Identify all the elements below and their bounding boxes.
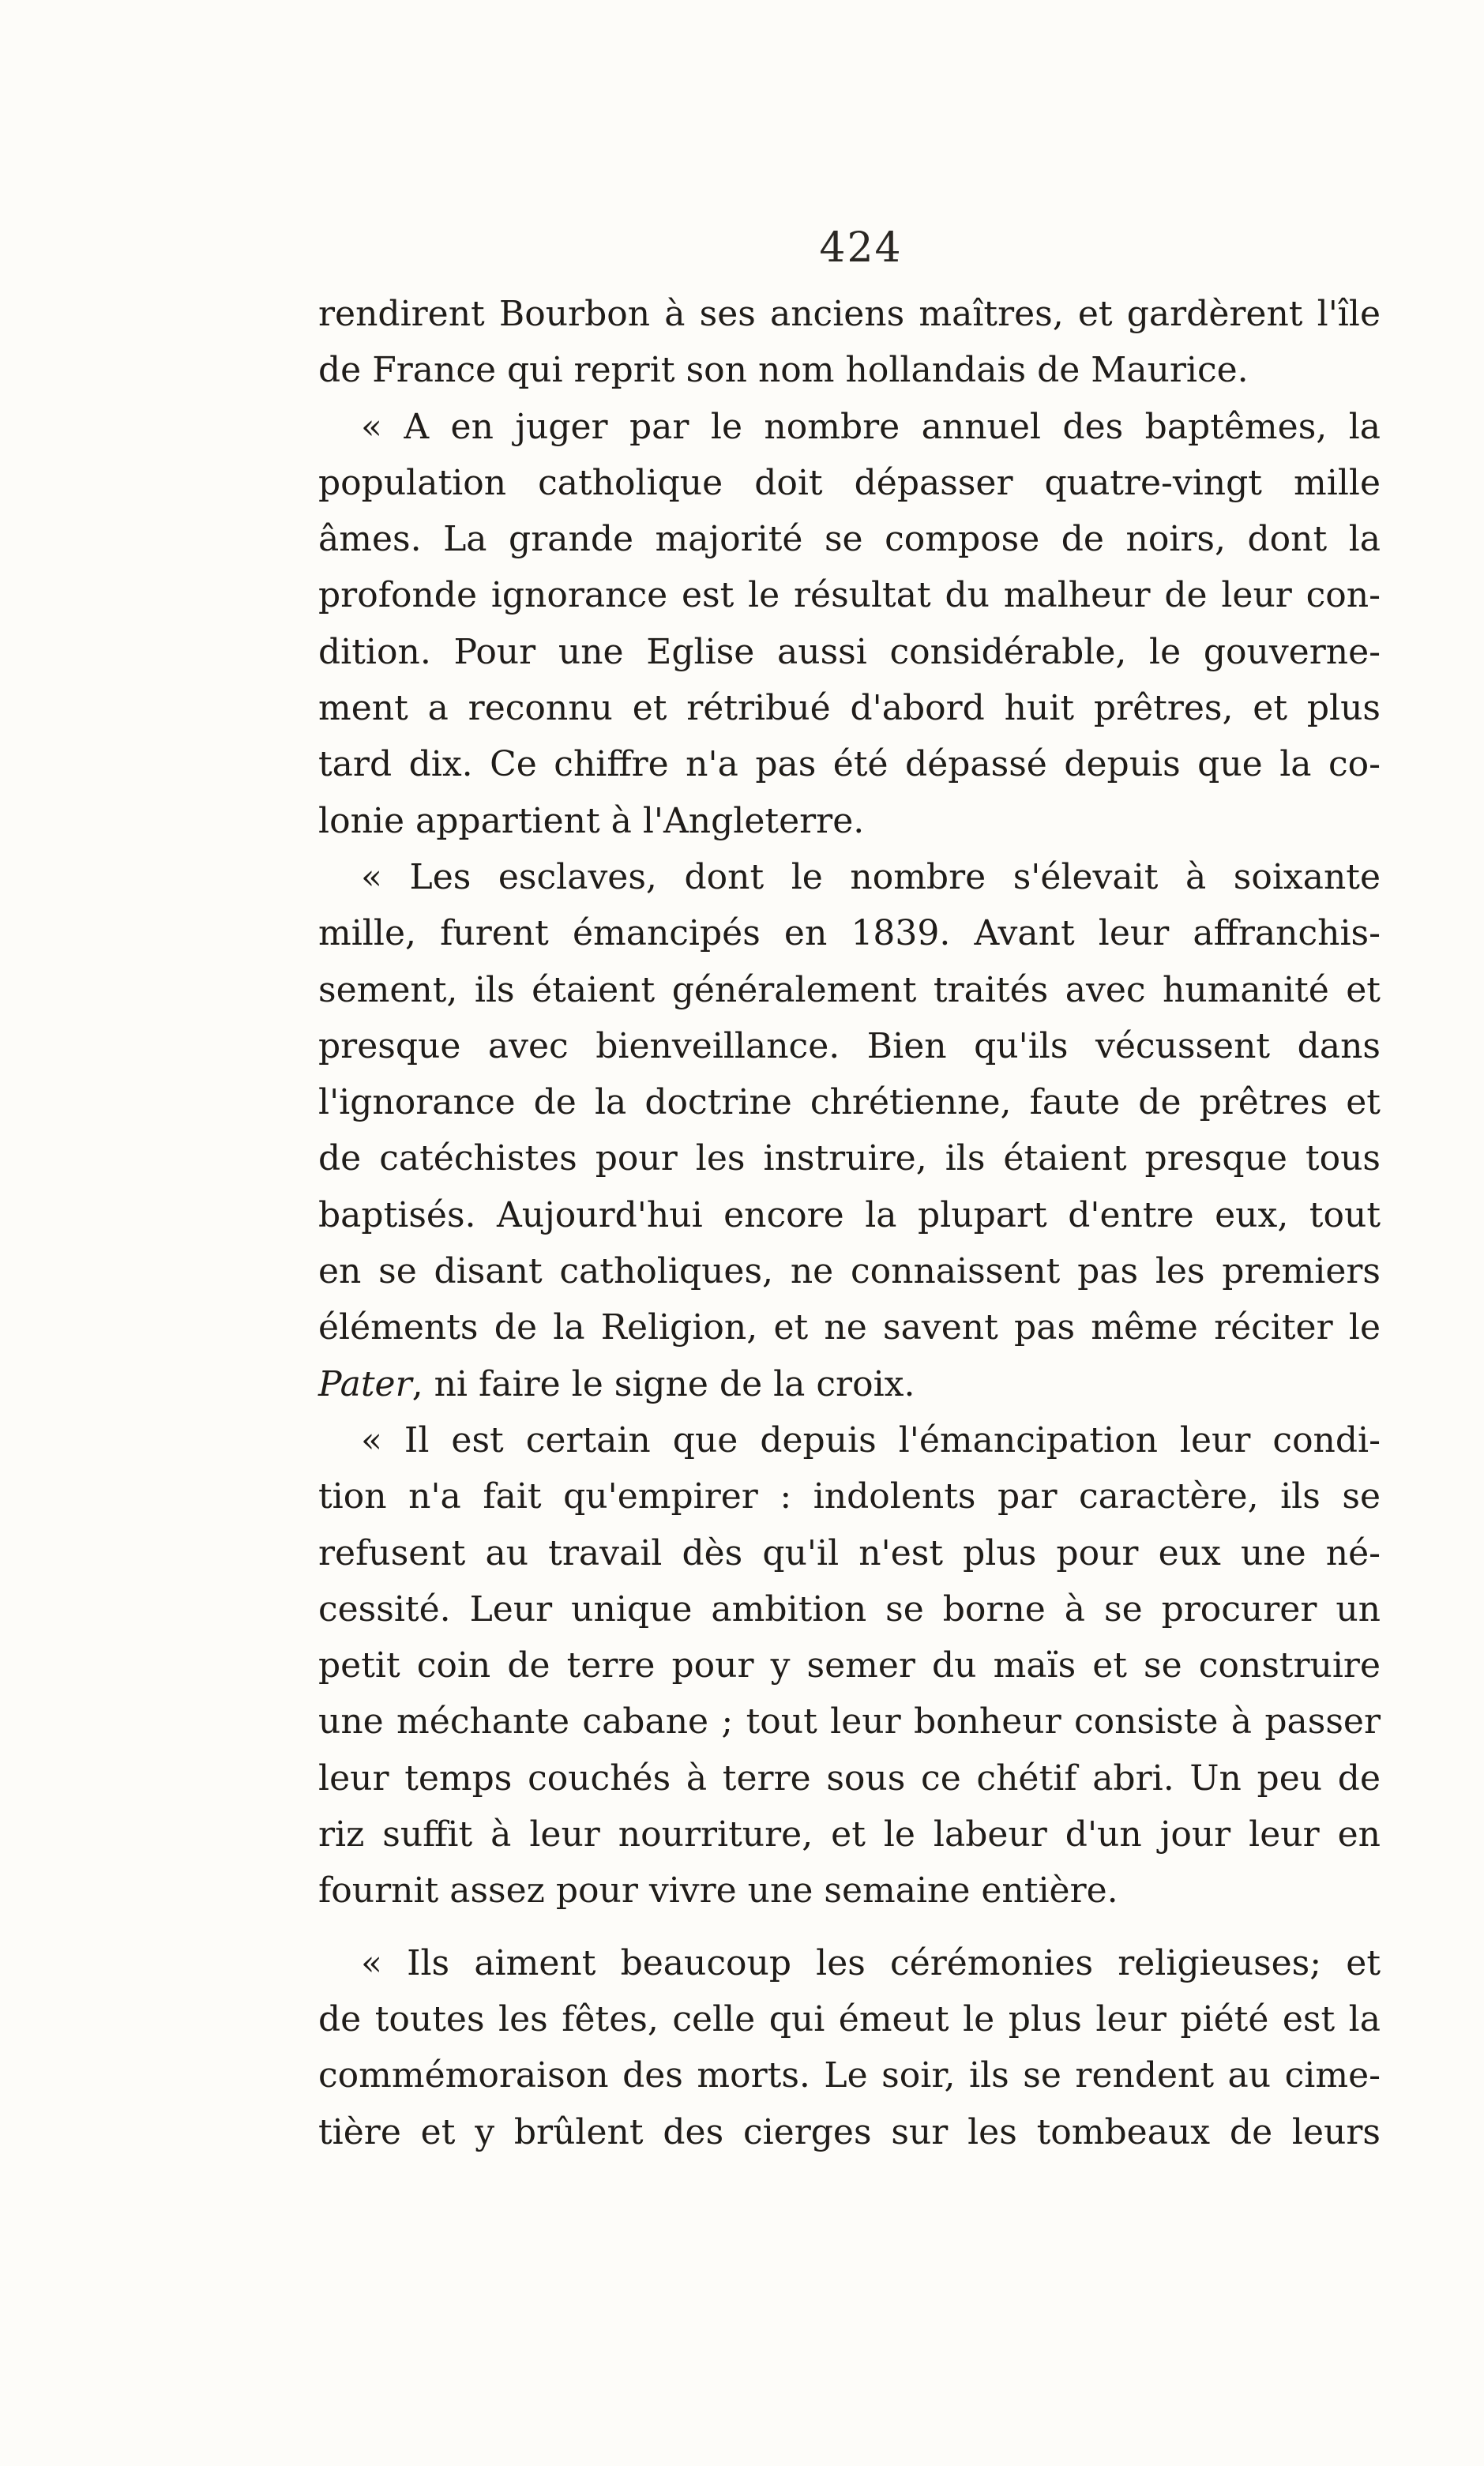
text-line: ment a reconnu et rétribué d'abord huit prêtres, et plus [318, 688, 1381, 729]
text-line: profonde ignorance est le résultat du malheur de leur con- [318, 575, 1381, 616]
paragraph-gap [318, 1919, 1381, 1935]
text-line: « Ils aiment beaucoup les cérémonies religieuses; et [361, 1942, 1381, 1983]
body-text [318, 286, 1381, 2160]
text-line: presque avec bienveillance. Bien qu'ils vécussent dans [318, 1025, 1381, 1066]
text-line: âmes. La grande majorité se compose de noirs, dont la [318, 519, 1381, 560]
text-line: de toutes les fêtes, celle qui émeut le plus leur piété est la [318, 1998, 1381, 2039]
text-line [318, 1356, 1381, 1412]
text-line: de France qui reprit son nom hollandais de Maurice. [318, 350, 1249, 391]
text-line: dition. Pour une Eglise aussi considérable, le gouverne- [318, 631, 1381, 672]
text-line: « Il est certain que depuis l'émancipation leur condi- [361, 1419, 1381, 1460]
text-line: l'ignorance de la doctrine chrétienne, faute de prêtres et [318, 1082, 1381, 1123]
text-line: petit coin de terre pour y semer du maïs et se construire [318, 1645, 1381, 1686]
page-number: 424 [819, 224, 903, 272]
italic-word: Pater [318, 1363, 412, 1404]
text-line: tard dix. Ce chiffre n'a pas été dépassé depuis que la co- [318, 744, 1381, 785]
text-line: en se disant catholiques, ne connaissent pas les premiers [318, 1251, 1381, 1292]
text-line: riz suffit à leur nourriture, et le labeur d'un jour leur en [318, 1814, 1381, 1855]
text-line: une méchante cabane ; tout leur bonheur consiste à passer [318, 1701, 1381, 1742]
text-line: de catéchistes pour les instruire, ils étaient presque tous [318, 1138, 1381, 1179]
text-line: fournit assez pour vivre une semaine entière. [318, 1870, 1118, 1912]
text-line: tion n'a fait qu'empirer : indolents par caractère, ils se [318, 1476, 1381, 1517]
text-line: rendirent Bourbon à ses anciens maîtres, et gardèrent l'île [318, 294, 1381, 334]
text-line: commémoraison des morts. Le soir, ils se rendent au cime- [318, 2055, 1381, 2096]
text-line: tière et y brûlent des cierges sur les tombeaux de leurs [318, 2111, 1381, 2152]
text-line: leur temps couchés à terre sous ce chétif abri. Un peu de [318, 1757, 1381, 1799]
text-line: « A en juger par le nombre annuel des baptêmes, la [361, 406, 1381, 447]
text-line: baptisés. Aujourd'hui encore la plupart d'entre eux, tout [318, 1194, 1381, 1235]
text-line: sement, ils étaient généralement traités avec humanité et [318, 969, 1381, 1010]
text-line: population catholique doit dépasser quatre-vingt mille [318, 462, 1381, 503]
text-line: refusent au travail dès qu'il n'est plus pour eux une né- [318, 1532, 1381, 1573]
text-line: « Les esclaves, dont le nombre s'élevait à soixante [361, 856, 1381, 897]
text-line: éléments de la Religion, et ne savent pas même réciter le [318, 1307, 1381, 1348]
text-fragment: , ni faire le signe de la croix. [411, 1363, 915, 1404]
text-line: lonie appartient à l'Angleterre. [318, 800, 865, 841]
text-line: mille, furent émancipés en 1839. Avant leur affranchis- [318, 913, 1381, 954]
text-line: cessité. Leur unique ambition se borne à se procurer un [318, 1588, 1381, 1630]
